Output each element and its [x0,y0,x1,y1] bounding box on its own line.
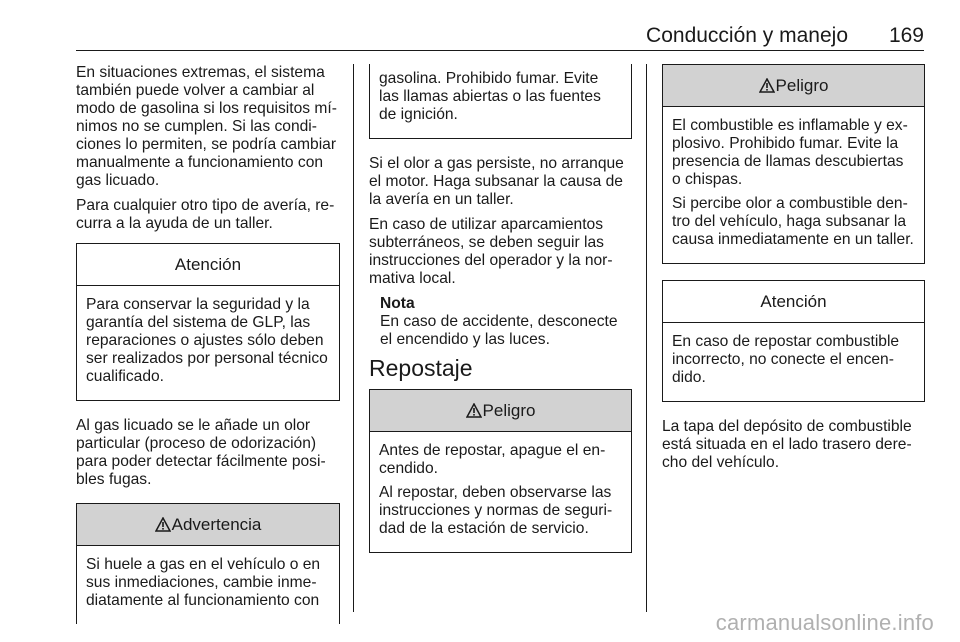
column-divider [353,64,354,612]
box-text: Si percibe olor a combustible dentro del vehículo, haga subsanar la causa inmediatamente en un taller. [672,195,914,248]
section-title: Repostaje [369,355,473,381]
box-heading [370,390,631,432]
box-text: En caso de repostar combustible incorrecto, no conecte el encendido. [672,333,900,386]
warning-triangle-icon [466,403,482,418]
column-1 [76,64,340,624]
note [369,295,632,349]
box-text: Para conservar la seguridad y la garantía del sistema de GLP, las reparaciones o ajustes sólo deben ser realizados por personal técnico cualificado. [86,296,328,385]
chapter-title: Conducción y manejo [646,24,848,47]
page-header [76,22,924,51]
paragraph: Al gas licuado se le añade un olor particular (proceso de odorización) para poder detectar fácilmente posibles fugas. [76,417,326,488]
box-heading-label: Advertencia [171,514,262,534]
caution-box [76,243,340,401]
column-2 [369,64,632,569]
box-heading [77,504,339,546]
page-number: 169 [888,24,924,47]
note-label: Nota [380,295,415,312]
box-text: Al repostar, deben observarse las instrucciones y normas de seguridad de la estación de servicio. [379,484,613,537]
paragraph: Para cualquier otro tipo de avería, recurra a la ayuda de un taller. [76,197,335,232]
box-heading: Atención [663,281,924,323]
column-3 [662,64,925,479]
column-divider [646,64,647,612]
paragraph: En caso de utilizar aparcamientos subterráneos, se deben seguir las instrucciones del operador y la normativa local. [369,216,613,287]
box-heading-label: Peligro [482,400,536,420]
danger-box [662,64,925,264]
caution-box [662,280,925,402]
warning-triangle-icon [155,517,171,532]
paragraph: En situaciones extremas, el sistema también puede volver a cambiar al modo de gasolina si los requisitos mínimos no se cumplen. Si las condiciones lo permiten, se podría cambiar manualmente a funcionamiento con gas licuado. [76,64,337,189]
box-heading [663,65,924,107]
paragraph: La tapa del depósito de combustible está situada en el lado trasero derecho del vehículo. [662,418,912,471]
box-text: El combustible es inflamable y explosivo. Prohibido fumar. Evite la presencia de llamas descubiertas o chispas. [672,117,908,188]
box-heading-label: Peligro [775,75,829,95]
watermark: carmanualsonline.info [715,610,934,635]
warning-triangle-icon [759,78,775,93]
note-text: En caso de accidente, desconecte el encendido y las luces. [380,313,618,348]
box-heading: Atención [77,244,339,286]
box-text: Antes de repostar, apague el encendido. [379,442,606,477]
box-text: gasolina. Prohibido fumar. Evite las llamas abiertas o las fuentes de ignición. [379,70,601,123]
warning-box-continued [369,64,632,139]
warning-box [76,503,340,624]
danger-box [369,389,632,553]
box-text: Si huele a gas en el vehículo o en sus inmediaciones, cambie inmediatamente al funcionamiento con [86,556,321,609]
paragraph: Si el olor a gas persiste, no arranque el motor. Haga subsanar la causa de la avería en un taller. [369,155,624,208]
